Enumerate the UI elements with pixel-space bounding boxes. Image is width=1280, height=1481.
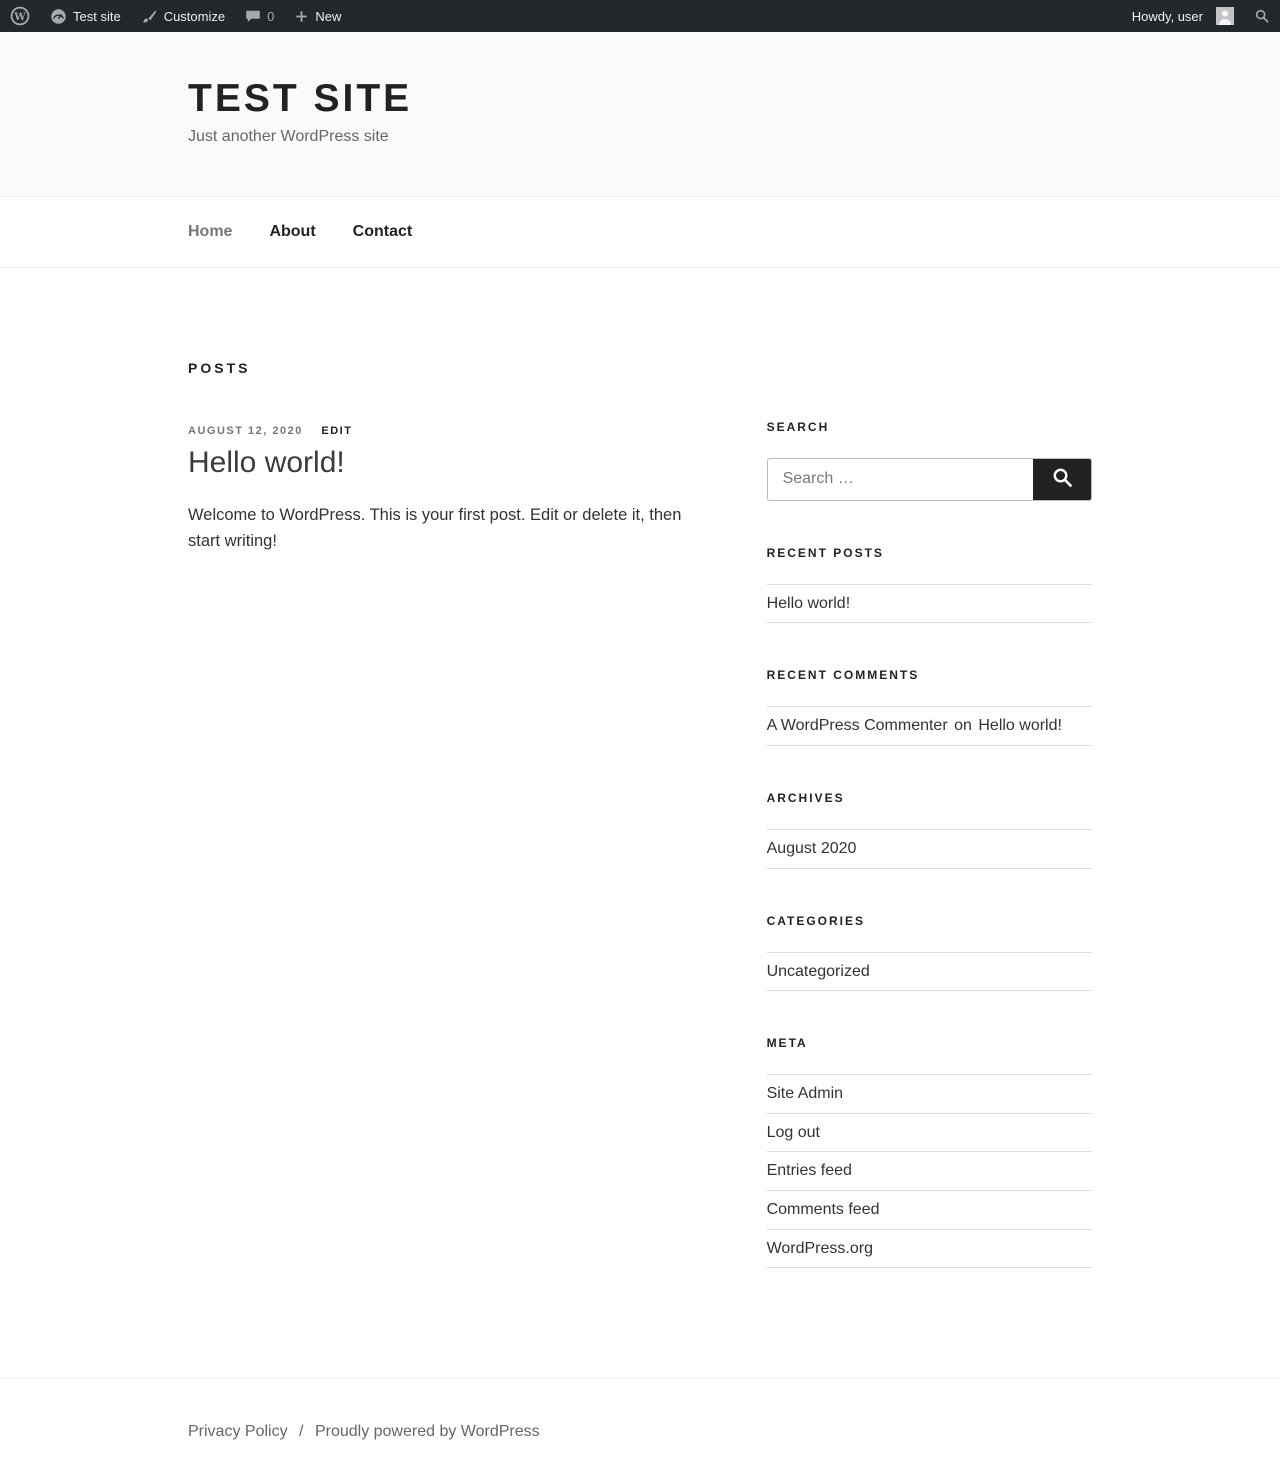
dashboard-icon bbox=[50, 8, 67, 25]
categories-widget bbox=[767, 914, 1092, 992]
nav-item-about[interactable]: About bbox=[269, 222, 316, 240]
search-widget-title: SEARCH bbox=[766, 419, 830, 434]
page-title: POSTS bbox=[188, 359, 251, 376]
meta-wordpress-org-link[interactable]: WordPress.org bbox=[766, 1239, 873, 1257]
post-article bbox=[188, 425, 712, 555]
comment-connector: on bbox=[954, 717, 972, 735]
search-form bbox=[767, 458, 1092, 501]
search-submit-button[interactable] bbox=[1033, 459, 1091, 500]
main-navigation bbox=[0, 197, 1280, 268]
admin-bar-customize-label: Customize bbox=[163, 8, 226, 24]
list-item bbox=[767, 1114, 1092, 1153]
post-title-link[interactable]: Hello world! bbox=[188, 445, 345, 479]
comment-count: 0 bbox=[267, 8, 275, 24]
list-item bbox=[767, 707, 1092, 746]
meta-comments-feed-link[interactable]: Comments feed bbox=[766, 1201, 880, 1219]
site-header bbox=[0, 32, 1280, 197]
entry-meta bbox=[188, 425, 712, 437]
post-body-text: Welcome to WordPress. This is your first post. Edit or delete it, then start writing! bbox=[188, 506, 682, 550]
recent-post-link[interactable]: Hello world! bbox=[766, 594, 851, 612]
new-icon bbox=[294, 9, 309, 24]
meta-widget bbox=[767, 1036, 1092, 1268]
admin-bar-new[interactable] bbox=[284, 0, 351, 32]
site-title[interactable]: TEST SITE bbox=[188, 77, 413, 120]
privacy-policy-link[interactable]: Privacy Policy bbox=[188, 1423, 288, 1441]
nav-item-home[interactable]: Home bbox=[188, 222, 233, 240]
list-item bbox=[767, 1075, 1092, 1114]
recent-posts-title: RECENT POSTS bbox=[766, 545, 884, 560]
post-edit-link[interactable]: EDIT bbox=[321, 424, 353, 437]
admin-bar-my-account[interactable] bbox=[1122, 0, 1244, 32]
powered-by-link[interactable]: Proudly powered by WordPress bbox=[314, 1423, 540, 1441]
sidebar bbox=[767, 268, 1092, 1313]
wp-admin-bar bbox=[0, 0, 1280, 32]
meta-entries-feed-link[interactable]: Entries feed bbox=[766, 1162, 852, 1180]
wordpress-logo-menu[interactable] bbox=[0, 0, 40, 32]
list-item bbox=[767, 830, 1092, 869]
site-tagline: Just another WordPress site bbox=[188, 127, 389, 145]
list-item bbox=[767, 1152, 1092, 1191]
post-content bbox=[188, 503, 712, 554]
customize-icon bbox=[141, 8, 158, 25]
list-item bbox=[767, 1230, 1092, 1269]
list-item bbox=[767, 585, 1092, 624]
footer-separator: / bbox=[299, 1423, 304, 1441]
avatar bbox=[1216, 7, 1234, 25]
comments-icon bbox=[245, 8, 261, 24]
list-item bbox=[767, 953, 1092, 992]
archives-widget bbox=[767, 791, 1092, 869]
site-content bbox=[140, 268, 1140, 1378]
admin-bar-site-name[interactable] bbox=[40, 0, 131, 32]
admin-bar-comments[interactable] bbox=[235, 0, 284, 32]
nav-item-contact[interactable]: Contact bbox=[352, 222, 413, 240]
site-footer bbox=[0, 1378, 1280, 1481]
svg-text:W: W bbox=[14, 11, 26, 23]
admin-bar-customize[interactable] bbox=[131, 0, 235, 32]
comment-author-link[interactable]: A WordPress Commenter bbox=[766, 717, 948, 735]
search-icon bbox=[1254, 8, 1270, 24]
post-date-link[interactable]: AUGUST 12, 2020 bbox=[188, 424, 303, 437]
recent-comments-title: RECENT COMMENTS bbox=[766, 668, 920, 683]
admin-bar-search[interactable] bbox=[1244, 0, 1280, 32]
content-area bbox=[188, 268, 712, 1313]
admin-bar-new-label: New bbox=[315, 8, 342, 24]
meta-log-out-link[interactable]: Log out bbox=[766, 1123, 820, 1141]
recent-posts-widget bbox=[767, 546, 1092, 624]
category-link[interactable]: Uncategorized bbox=[766, 962, 870, 980]
meta-title: META bbox=[766, 1036, 808, 1051]
archive-link[interactable]: August 2020 bbox=[766, 840, 857, 858]
admin-bar-site-name-label: Test site bbox=[73, 8, 121, 24]
archives-title: ARCHIVES bbox=[766, 791, 845, 806]
meta-site-admin-link[interactable]: Site Admin bbox=[766, 1085, 844, 1103]
categories-title: CATEGORIES bbox=[766, 913, 866, 928]
post-title bbox=[188, 444, 712, 482]
howdy-label: Howdy, user bbox=[1131, 8, 1203, 24]
wordpress-logo-icon bbox=[10, 6, 30, 26]
comment-post-link[interactable]: Hello world! bbox=[978, 717, 1062, 735]
search-icon bbox=[1051, 466, 1074, 492]
search-widget bbox=[767, 420, 1092, 501]
list-item bbox=[767, 1191, 1092, 1230]
recent-comments-widget bbox=[767, 668, 1092, 746]
